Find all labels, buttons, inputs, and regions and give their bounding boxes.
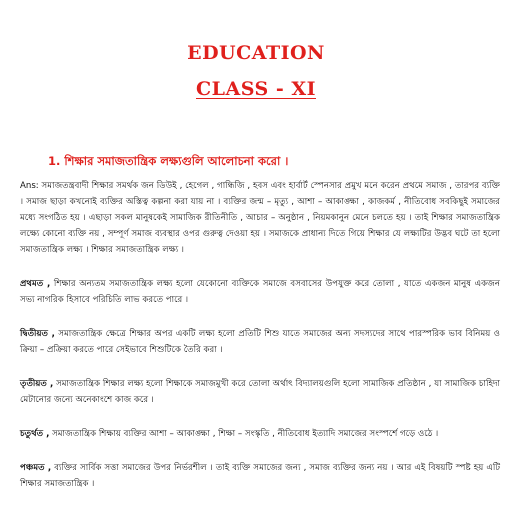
point-text: ব্যক্তির সার্বিক সত্তা সমাজের উপর নির্ভরশীল । তাই ব্যক্তি সমাজের জন্য , সমাজ ব্যক্তির জন্য নয় । আর এই বিষয়টি স্পষ্ট হয় এটি শিক্ষার সমাজতান্ত্রিক । (20, 463, 500, 489)
point-text: সমাজতান্ত্রিক শিক্ষার লক্ষ্য হলো শিক্ষাকে সমাজমুখী করে তোলা অর্থাৎ বিদ্যালয়গুলি হলো সামাজিক প্রতিষ্ঠান , যা সামাজিক চাহিদা মেটানোর জন্যে অনেকাংশে কাজ করে । (20, 379, 501, 405)
point-text: শিক্ষার অন্যতম সমাজতান্ত্রিক লক্ষ্য হলো যেকোনো ব্যক্তিকে সমাজে বসবাসের উপযুক্ত করে তোলা , যাতে একজন মানুষ একজন সভ্য নাগরিক হিসাবে পরিচিতি লাভ করতে পারে । (20, 279, 500, 305)
answer-body (20, 178, 500, 510)
point-text: সমাজতান্ত্রিক ক্ষেত্রে শিক্ষার অপর একটি লক্ষ্য হলো প্রতিটি শিশু যাতে সমাজের অন্য সদস্যদের সাথে পারস্পরিক ভাব বিনিময় ও ক্রিয়া – প্রক্রিয়া করতে পারে সেইভাবে শিশুটিকে তৈরি করা । (20, 329, 500, 355)
point-paragraph-1 (20, 276, 500, 308)
point-lead: প্রথমত , (20, 279, 51, 289)
question-heading: 1. শিক্ষার সমাজতান্ত্রিক লক্ষ্যগুলি আলোচনা করো । (48, 154, 289, 168)
point-paragraph-2 (20, 326, 500, 358)
answer-paragraph (20, 178, 500, 258)
point-lead: চতুর্থত , (20, 429, 50, 439)
point-text: সমাজতান্ত্রিক শিক্ষায় ব্যক্তির আশা – আকাঙ্ক্ষা , শিক্ষা – সংস্কৃতি , নীতিবোধ ইত্যাদি সমাজের সংস্পর্শে গড়ে ওঠে । (52, 429, 439, 439)
point-lead: পঞ্চমত , (20, 463, 52, 473)
class-title: CLASS - XI (196, 78, 316, 100)
point-paragraph-3 (20, 376, 500, 408)
point-lead: দ্বিতীয়ত , (20, 329, 55, 339)
point-lead: তৃতীয়ত , (20, 379, 54, 389)
point-paragraph-5 (20, 460, 500, 492)
answer-text: সমাজতন্ত্রবাদী শিক্ষার সমর্থক জন ডিউই , হেগেল , গান্ধিজি , হবস এবং হার্বার্ট স্পেনসার প্রমুখ মনে করেন প্রথমে সমাজ , তারপর ব্যক্তি । সমাজ ছাড়া কখনোই ব্যক্তির অস্তিত্ব কল্পনা করা যায় না । ব্যক্তির জন্ম – মৃত্যু , আশা – আকাঙ্ক্ষা , কাজকর্ম , নীতিবোধ সবকিছুই সমাজের মধ্যে সংগঠিত হয় । এছাড়া সকল মানুষকেই সামাজিক রীতিনীতি , আচার – অনুষ্ঠান , নিয়মকানুন মেনে চলতে হয় । তাই শিক্ষার সমাজতান্ত্রিক লক্ষ্যে কোনো ব্যক্তি নয় , সম্পূর্ণ সমাজ ব্যবস্থার ওপর গুরুত্ব দেওয়া হয় । সমাজকে প্রাধান্য দিতে গিয়ে শিক্ষার যে লক্ষ্যটির উদ্ভব ঘটে তা হলো সমাজতান্ত্রিক লক্ষ্য । শিক্ষার সমাজতান্ত্রিক লক্ষ্য । (20, 181, 500, 255)
point-paragraph-4 (20, 426, 500, 442)
subject-title: EDUCATION (187, 42, 325, 64)
answer-prefix: Ans: (20, 181, 39, 191)
